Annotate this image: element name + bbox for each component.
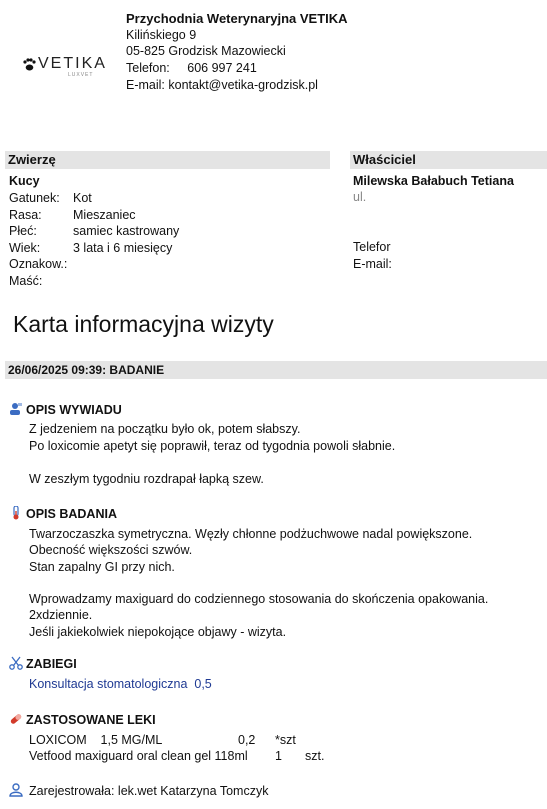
field-color: Maść: bbox=[9, 273, 43, 288]
drug-qty: 0,2 bbox=[238, 733, 256, 747]
visit-header: 26/06/2025 09:39: BADANIE bbox=[5, 361, 547, 379]
animal-fields bbox=[9, 191, 179, 290]
registered-by: Zarejestrowała: lek.wet Katarzyna Tomczyk bbox=[9, 783, 268, 798]
interview-text: Z jedzeniem na początku było ok, potem słabszy. Po loxicomie apetyt się poprawił, teraz od tygodnia powoli słabnie. W zeszłym tygodniu rozdrapał łapką szew. bbox=[29, 422, 396, 486]
drug-row bbox=[29, 733, 349, 749]
clinic-street: Kilińskiego 9 bbox=[126, 28, 197, 42]
drug-name: Vetfood maxiguard oral clean gel 118ml bbox=[29, 749, 248, 763]
document-title: Karta informacyjna wizyty bbox=[13, 311, 274, 337]
owner-phone-label: Telefor bbox=[353, 240, 391, 254]
exam-text: Twarzoczaszka symetryczna. Węzły chłonne podżuchwowe nadal powiększone. Obecność większości szwów. Stan zapalny GI przy nich. Wprowadzamy maxiguard do codziennego stosowania do skończenia opakowania. 2xdziennie. Jeśli jakiekolwiek niepokojące objawy - wizyta. bbox=[29, 527, 489, 639]
drug-row bbox=[29, 749, 349, 765]
owner-address: ul. bbox=[353, 190, 367, 204]
field-species: Gatunek: Kot bbox=[9, 191, 92, 205]
drug-name: LOXICOM 1,5 MG/ML bbox=[29, 733, 163, 747]
clinic-name: Przychodnia Weterynaryjna VETIKA bbox=[126, 11, 348, 26]
drug-unit: *szt bbox=[275, 733, 296, 747]
thermometer-icon bbox=[9, 506, 23, 520]
animal-header: Zwierzę bbox=[5, 151, 330, 169]
procedures-section-title: ZABIEGI bbox=[9, 656, 77, 671]
phone-value: 606 997 241 bbox=[187, 61, 257, 75]
exam-section-title: OPIS BADANIA bbox=[9, 506, 117, 521]
clinic-email: E-mail: kontakt@vetika-grodzisk.pl bbox=[126, 78, 318, 92]
pill-icon bbox=[9, 712, 23, 726]
interview-section-title: OPIS WYWIADU bbox=[9, 402, 122, 417]
owner-header: Właściciel bbox=[350, 151, 547, 169]
paw-icon bbox=[22, 58, 36, 72]
phone-label: Telefon: bbox=[126, 61, 170, 75]
interview-icon bbox=[9, 402, 23, 416]
field-age: Wiek: 3 lata i 6 miesięcy bbox=[9, 240, 173, 255]
clinic-city: 05-825 Grodzisk Mazowiecki bbox=[126, 44, 286, 58]
drug-unit: szt. bbox=[305, 749, 325, 763]
owner-email-label: E-mail: bbox=[353, 257, 392, 271]
clinic-phone bbox=[126, 61, 257, 75]
drugs-section-title: ZASTOSOWANE LEKI bbox=[9, 712, 156, 727]
scissors-icon bbox=[9, 656, 23, 670]
field-breed: Rasa: Mieszaniec bbox=[9, 207, 136, 222]
logo-subtext: LUXVET bbox=[68, 72, 94, 78]
owner-name: Milewska Bałabuch Tetiana bbox=[353, 174, 514, 188]
drug-qty: 1 bbox=[275, 749, 282, 763]
clinic-logo bbox=[22, 55, 107, 79]
logo-text: VETIKA bbox=[38, 55, 107, 72]
drugs-table bbox=[29, 733, 349, 765]
user-icon bbox=[9, 783, 23, 797]
field-marking: Oznakow.: bbox=[9, 257, 68, 271]
animal-name: Kucy bbox=[9, 174, 40, 188]
field-sex: Płeć: samiec kastrowany bbox=[9, 224, 180, 238]
procedure-item: Konsultacja stomatologiczna 0,5 bbox=[29, 677, 212, 691]
